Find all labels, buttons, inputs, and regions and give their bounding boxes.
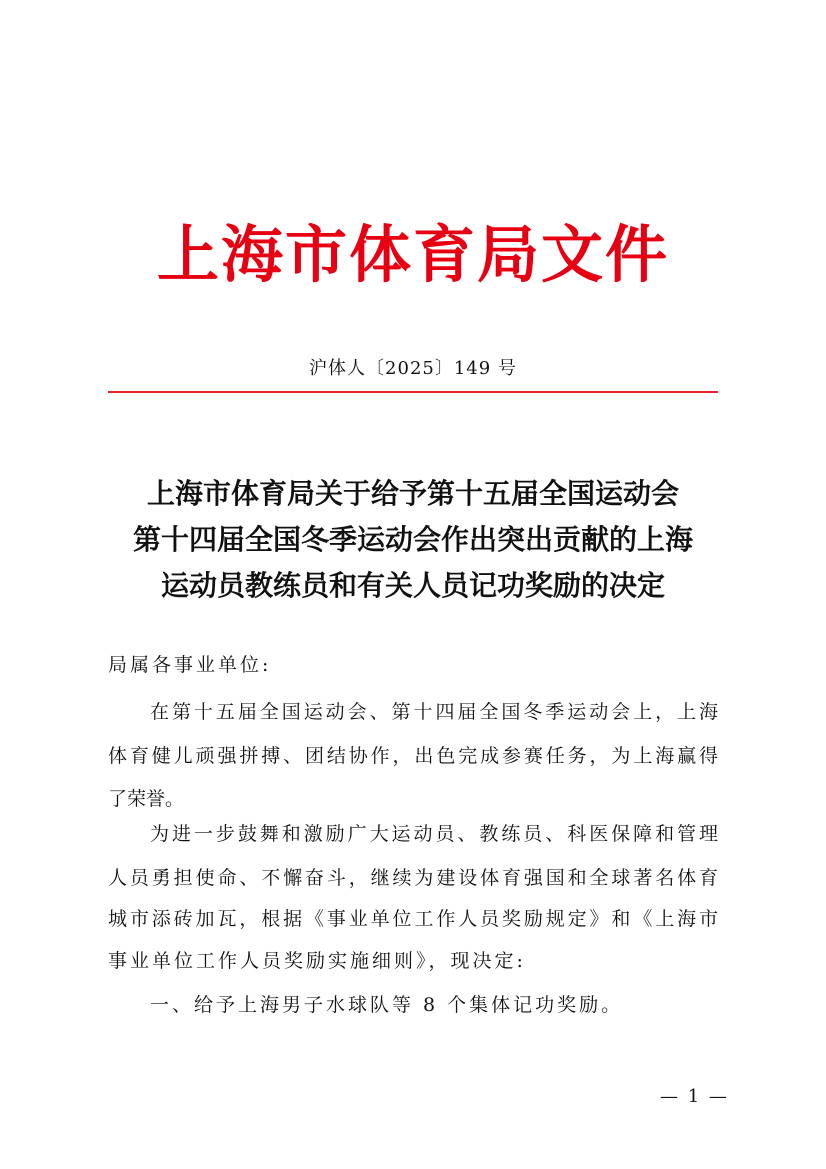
body-line: 体育健儿顽强拼搏、团结协作，出色完成参赛任务，为上海赢得 xyxy=(108,745,718,767)
document-title-line: 运动员教练员和有关人员记功奖励的决定 xyxy=(160,569,665,602)
document-number: 沪体人〔2025〕149 号 xyxy=(309,358,517,379)
document-title-line: 上海市体育局关于给予第十五届全国运动会 xyxy=(146,477,679,510)
red-divider xyxy=(108,391,718,393)
body-line: 在第十五届全国运动会、第十四届全国冬季运动会上，上海 xyxy=(150,701,718,723)
body-item: 一、给予上海男子水球队等 8 个集体记功奖励。 xyxy=(150,994,624,1016)
salutation: 局属各事业单位: xyxy=(108,654,272,676)
body-line: 为进一步鼓舞和激励广大运动员、教练员、科医保障和管理 xyxy=(150,823,718,845)
page-number: — 1 — xyxy=(660,1086,729,1107)
body-line: 城市添砖加瓦，根据《事业单位工作人员奖励规定》和《上海市 xyxy=(108,908,718,930)
body-line: 人员勇担使命、不懈奋斗，继续为建设体育强国和全球著名体育 xyxy=(108,867,718,889)
body-line: 事业单位工作人员奖励实施细则》，现决定: xyxy=(108,950,526,972)
document-header-title: 上海市体育局文件 xyxy=(156,218,669,291)
document-title-line: 第十四届全国冬季运动会作出突出贡献的上海 xyxy=(132,523,693,556)
body-line: 了荣誉。 xyxy=(108,788,185,810)
